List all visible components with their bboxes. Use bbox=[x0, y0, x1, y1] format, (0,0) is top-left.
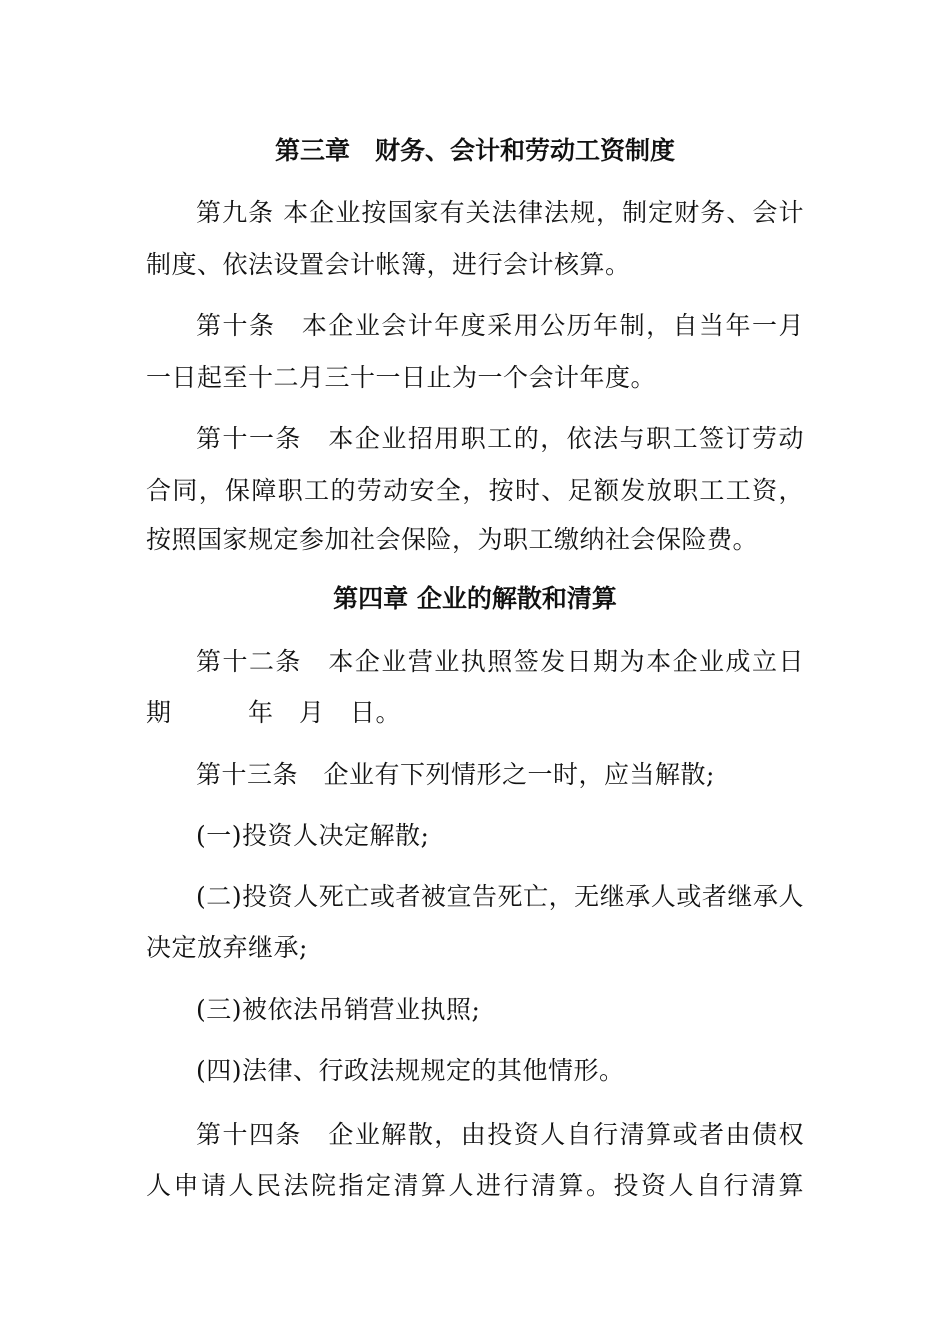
chapter-3-title: 第三章 财务、会计和劳动工资制度 bbox=[274, 136, 675, 165]
article-13-item-3: (三)被依法吊销营业执照; bbox=[196, 995, 481, 1024]
chapter-4-title: 第四章 企业的解散和清算 bbox=[333, 584, 617, 613]
article-14-line-2: 人申请人民法院指定清算人进行清算。投资人自行清算 bbox=[146, 1171, 804, 1200]
article-13-item-4: (四)法律、行政法规规定的其他情形。 bbox=[196, 1056, 625, 1085]
article-14-line-1: 第十四条 企业解散，由投资人自行清算或者由债权 bbox=[196, 1120, 804, 1149]
article-10-line-1: 第十条 本企业会计年度采用公历年制，自当年一月 bbox=[196, 311, 804, 340]
article-9-line-1: 第九条 本企业按国家有关法律法规，制定财务、会计 bbox=[196, 198, 804, 227]
article-11-line-3: 按照国家规定参加社会保险，为职工缴纳社会保险费。 bbox=[146, 525, 759, 554]
article-9-line-2: 制度、依法设置会计帐簿，进行会计核算。 bbox=[146, 250, 631, 279]
article-12-line-2: 期 年 月 日。 bbox=[146, 698, 402, 727]
article-13-line-1: 第十三条 企业有下列情形之一时，应当解散; bbox=[196, 760, 715, 789]
article-11-line-2: 合同，保障职工的劳动安全，按时、足额发放职工工资， bbox=[146, 476, 804, 505]
article-10-line-2: 一日起至十二月三十一日止为一个会计年度。 bbox=[146, 363, 657, 392]
article-13-item-2-line-1: (二)投资人死亡或者被宣告死亡，无继承人或者继承人 bbox=[196, 882, 804, 911]
article-13-item-1: (一)投资人决定解散; bbox=[196, 821, 430, 850]
article-12-line-1: 第十二条 本企业营业执照签发日期为本企业成立日 bbox=[196, 647, 804, 676]
article-11-line-1: 第十一条 本企业招用职工的，依法与职工签订劳动 bbox=[196, 424, 804, 453]
article-13-item-2-line-2: 决定放弃继承; bbox=[146, 933, 308, 962]
